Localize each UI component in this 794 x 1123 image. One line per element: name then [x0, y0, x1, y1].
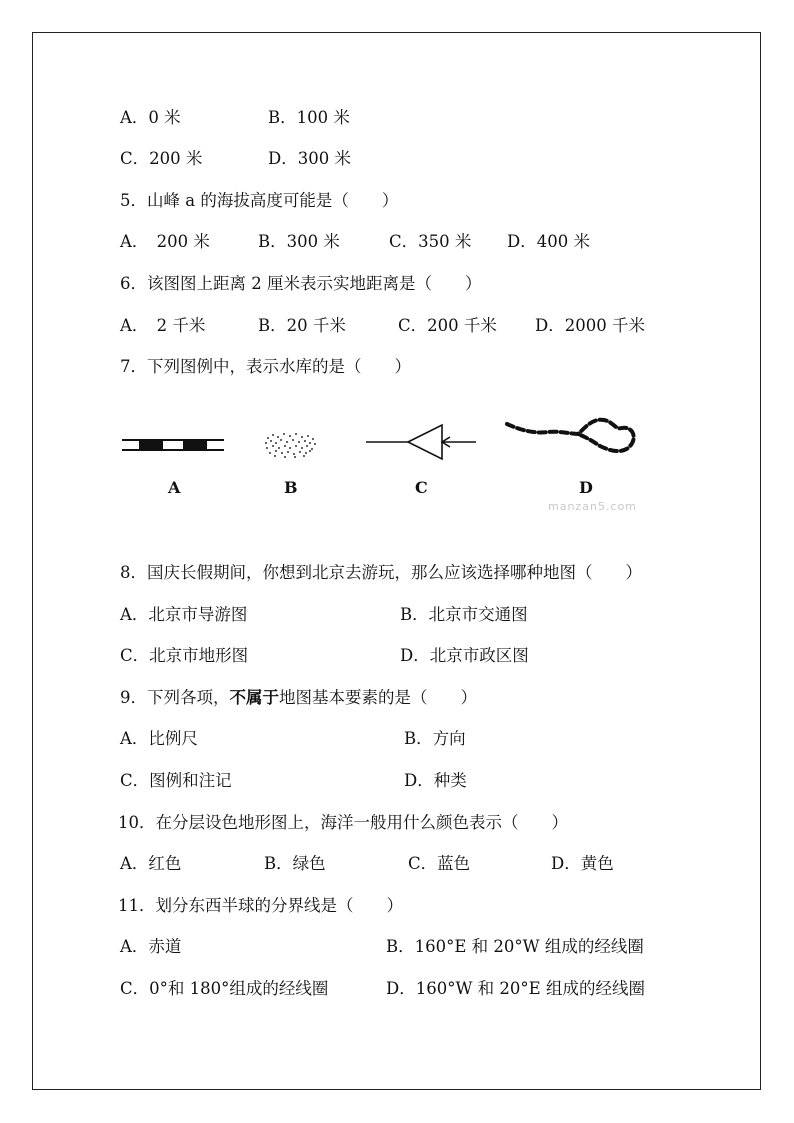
q10-stem: 10．在分层设色地形图上，海洋一般用什么颜色表示（ ）	[118, 813, 568, 832]
q11-option-a: A．赤道	[120, 937, 182, 956]
q4-option-b: B．100 米	[268, 108, 350, 127]
q6-option-a: A． 2 千米	[120, 316, 206, 335]
q8-option-d: D．北京市政区图	[400, 646, 529, 665]
railway-symbol-a	[122, 440, 224, 450]
q11-stem: 11．划分东西半球的分界线是（ ）	[118, 896, 403, 915]
q9-option-d: D．种类	[404, 771, 467, 790]
q6-option-d: D．2000 千米	[535, 316, 645, 335]
reservoir-symbol-c	[366, 425, 476, 459]
q11-option-c: C．0°和 180°组成的经线圈	[120, 979, 329, 998]
dotted-area-symbol-b	[265, 433, 316, 458]
watermark: manzan5.com	[548, 500, 637, 513]
q6-stem: 6．该图图上距离 2 厘米表示实地距离是（ ）	[120, 274, 482, 293]
q9-option-a: A．比例尺	[120, 729, 198, 748]
figure-label-d: D	[579, 478, 593, 497]
q10-option-d: D．黄色	[551, 854, 614, 873]
figure-label-a: A	[168, 478, 181, 497]
q8-option-a: A．北京市导游图	[120, 605, 248, 624]
q8-stem: 8．国庆长假期间，你想到北京去游玩，那么应该选择哪种地图（ ）	[120, 563, 642, 582]
q8-option-c: C．北京市地形图	[120, 646, 249, 665]
q5-option-a: A． 200 米	[120, 232, 210, 251]
q9-option-b: B．方向	[404, 729, 466, 748]
dashed-loop-symbol-d	[507, 420, 634, 451]
q4-option-c: C．200 米	[120, 149, 203, 168]
q6-option-b: B．20 千米	[258, 316, 346, 335]
q5-option-d: D．400 米	[507, 232, 590, 251]
q9-stem-end: 地图基本要素的是（ ）	[279, 688, 477, 707]
q9-stem	[120, 688, 477, 708]
q4-option-a: A．0 米	[120, 108, 181, 127]
q10-option-a: A．红色	[120, 854, 182, 873]
q5-option-b: B．300 米	[258, 232, 340, 251]
q9-option-c: C．图例和注记	[120, 771, 232, 790]
q11-option-b: B．160°E 和 20°W 组成的经线圈	[386, 937, 644, 956]
q5-option-c: C．350 米	[389, 232, 472, 251]
q9-stem-emphasis: 不属于	[229, 688, 279, 707]
q6-option-c: C．200 千米	[398, 316, 497, 335]
q7-legend-figure	[0, 400, 794, 520]
q7-stem: 7．下列图例中，表示水库的是（ ）	[120, 357, 411, 376]
q4-option-d: D．300 米	[268, 149, 351, 168]
q9-stem-start: 9．下列各项，	[120, 688, 230, 707]
q8-option-b: B．北京市交通图	[400, 605, 528, 624]
q10-option-c: C．蓝色	[408, 854, 471, 873]
figure-label-c: C	[415, 478, 428, 497]
q10-option-b: B．绿色	[264, 854, 326, 873]
q5-stem: 5．山峰 a 的海拔高度可能是（ ）	[120, 191, 399, 210]
q11-option-d: D．160°W 和 20°E 组成的经线圈	[386, 979, 645, 998]
figure-label-b: B	[284, 478, 298, 497]
